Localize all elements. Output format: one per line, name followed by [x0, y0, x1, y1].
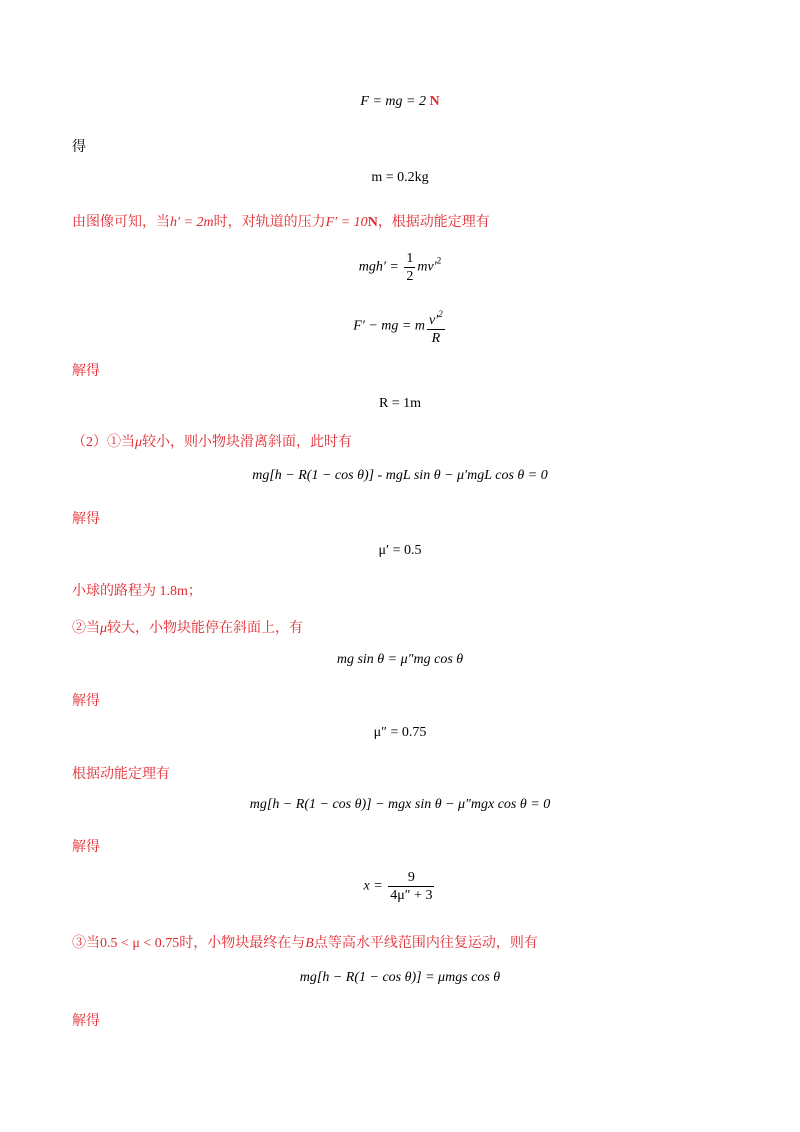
text-case3: [72, 932, 538, 952]
equation-case2-balance: mg sin θ = μ″mg cos θ: [336, 652, 464, 667]
text-jiede-2: 解得: [72, 512, 100, 527]
equation-mu-prime: μ′ = 0.5: [378, 543, 422, 558]
math-mu: μ: [135, 435, 143, 450]
text-segment: 较大，小物块能停在斜面上，有: [107, 621, 304, 636]
math-mu: μ: [100, 621, 108, 636]
text-energy-theorem: 根据动能定理有: [72, 767, 170, 782]
text-segment: 时，对轨道的压力: [213, 215, 326, 230]
superscript: 2: [436, 255, 442, 266]
equation-text: F = mg = 2: [360, 94, 430, 109]
text-segment: ，根据动能定理有: [377, 215, 490, 230]
fraction-numerator: [427, 306, 445, 330]
equation-energy: [0, 250, 800, 285]
math-left: x =: [363, 878, 387, 894]
math-range: 0.5 < μ < 0.75: [100, 936, 180, 951]
text-segment: 时，小物块最终在与: [179, 936, 306, 951]
equation-mass: m = 0.2kg: [371, 170, 429, 185]
math-point-b: B: [305, 936, 314, 951]
text-jiede-1: 解得: [72, 364, 100, 379]
math-right: mv′: [417, 259, 437, 275]
fraction: [388, 869, 434, 904]
text-case2: [72, 617, 303, 637]
text-segment: 由图像可知，当: [72, 215, 170, 230]
fraction: [404, 250, 415, 285]
text-segment: 较小，则小物块滑离斜面，此时有: [142, 435, 353, 450]
equation-case2-energy: mg[h − R(1 − cos θ)] − mgx sin θ − μ″mgx cos θ = 0: [249, 797, 551, 812]
superscript: 2: [438, 309, 443, 319]
fraction-numerator: 1: [406, 251, 414, 266]
math-h-prime: h′ = 2m: [170, 215, 214, 230]
text-segment: ③当: [72, 936, 100, 951]
text-jiede-4: 解得: [72, 840, 100, 855]
text-graph-condition: [72, 211, 490, 231]
text-part2-case1: [72, 431, 352, 451]
fraction: [427, 306, 445, 347]
fraction-denominator: R: [431, 331, 441, 346]
equation-radius: R = 1m: [378, 396, 422, 411]
text-distance: 小球的路程为 1.8m；: [72, 584, 202, 599]
math-f-prime: F′ = 10: [325, 215, 368, 230]
numerator-text: v′: [428, 313, 439, 328]
unit-newton: N: [429, 94, 440, 109]
equation-case1-energy: mg[h − R(1 − cos θ)] - mgL sin θ − μ′mgL cos θ = 0: [252, 468, 548, 483]
equation-force: [0, 94, 800, 110]
math-left: F′ − mg = m: [353, 318, 425, 334]
text-de-1: 得: [72, 140, 86, 155]
unit-newton: N: [367, 215, 378, 230]
fraction-denominator: 4μ″ + 3: [390, 888, 433, 903]
text-segment: （2）①当: [72, 435, 135, 450]
text-segment: 点等高水平线范围内往复运动，则有: [313, 936, 538, 951]
fraction-denominator: 2: [406, 269, 414, 284]
text-jiede-3: 解得: [72, 694, 100, 709]
text-jiede-5: 解得: [72, 1014, 100, 1029]
math-left: mgh′ =: [358, 259, 403, 275]
fraction-numerator: 9: [388, 869, 434, 887]
equation-case3-energy: mg[h − R(1 − cos θ)] = μmgs cos θ: [299, 970, 501, 985]
equation-x: [0, 869, 800, 904]
text-segment: ②当: [72, 621, 100, 636]
equation-mu-double-prime: μ″ = 0.75: [373, 725, 427, 740]
equation-centripetal: [0, 306, 800, 347]
